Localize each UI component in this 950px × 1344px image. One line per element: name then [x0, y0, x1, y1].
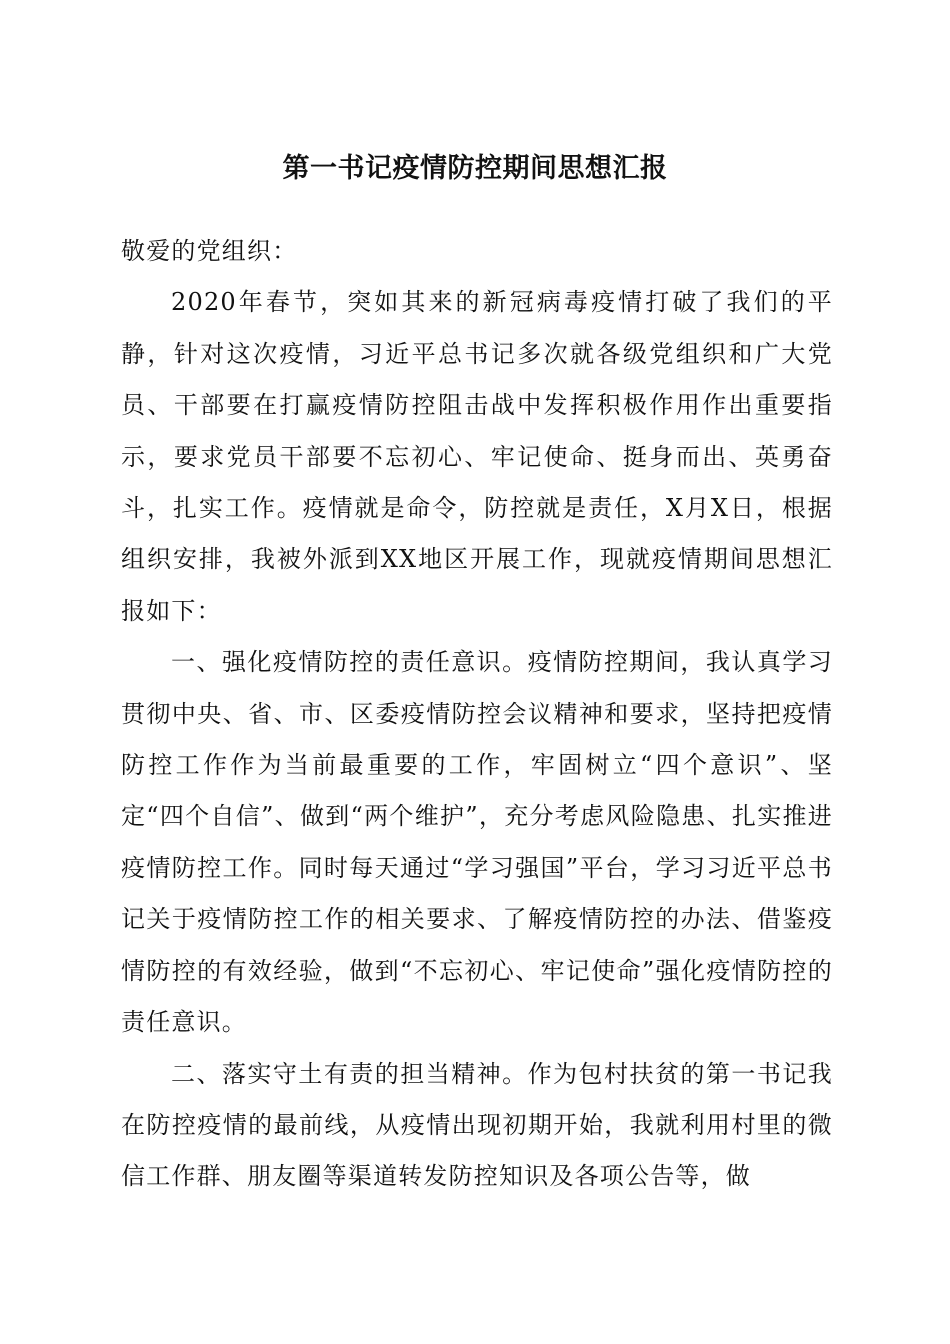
document-body — [121, 226, 833, 1203]
document-title: 第一书记疫情防控期间思想汇报 — [282, 153, 668, 184]
paragraph-section-one: 一、强化疫情防控的责任意识。疫情防控期间，我认真学习贯彻中央、省、市、区委疫情防控会议精神和要求，坚持把疫情防控工作作为当前最重要的工作，牢固树立“四个意识”、坚定“四个自信”、做到“两个维护”，充分考虑风险隐患、扎实推进疫情防控工作。同时每天通过“学习强国”平台，学习习近平总书记关于疫情防控工作的相关要求、了解疫情防控的办法、借鉴疫情防控的有效经验，做到“不忘初心、牢记使命”强化疫情防控的责任意识。 — [121, 648, 833, 1037]
salutation: 敬爱的党组织： — [121, 237, 298, 265]
paragraph-section-two: 二、落实守土有责的担当精神。作为包村扶贫的第一书记我在防控疫情的最前线，从疫情出现初期开始，我就利用村里的微信工作群、朋友圈等渠道转发防控知识及各项公告等，做 — [121, 1059, 833, 1191]
paragraph-intro: 2020年春节，突如其来的新冠病毒疫情打破了我们的平静，针对这次疫情，习近平总书记多次就各级党组织和广大党员、干部要在打赢疫情防控阻击战中发挥积极作用作出重要指示，要求党员干部要不忘初心、牢记使命、挺身而出、英勇奋斗，扎实工作。疫情就是命令，防控就是责任，X月X日，根据组织安排，我被外派到XX地区开展工作，现就疫情期间思想汇报如下： — [121, 288, 833, 625]
